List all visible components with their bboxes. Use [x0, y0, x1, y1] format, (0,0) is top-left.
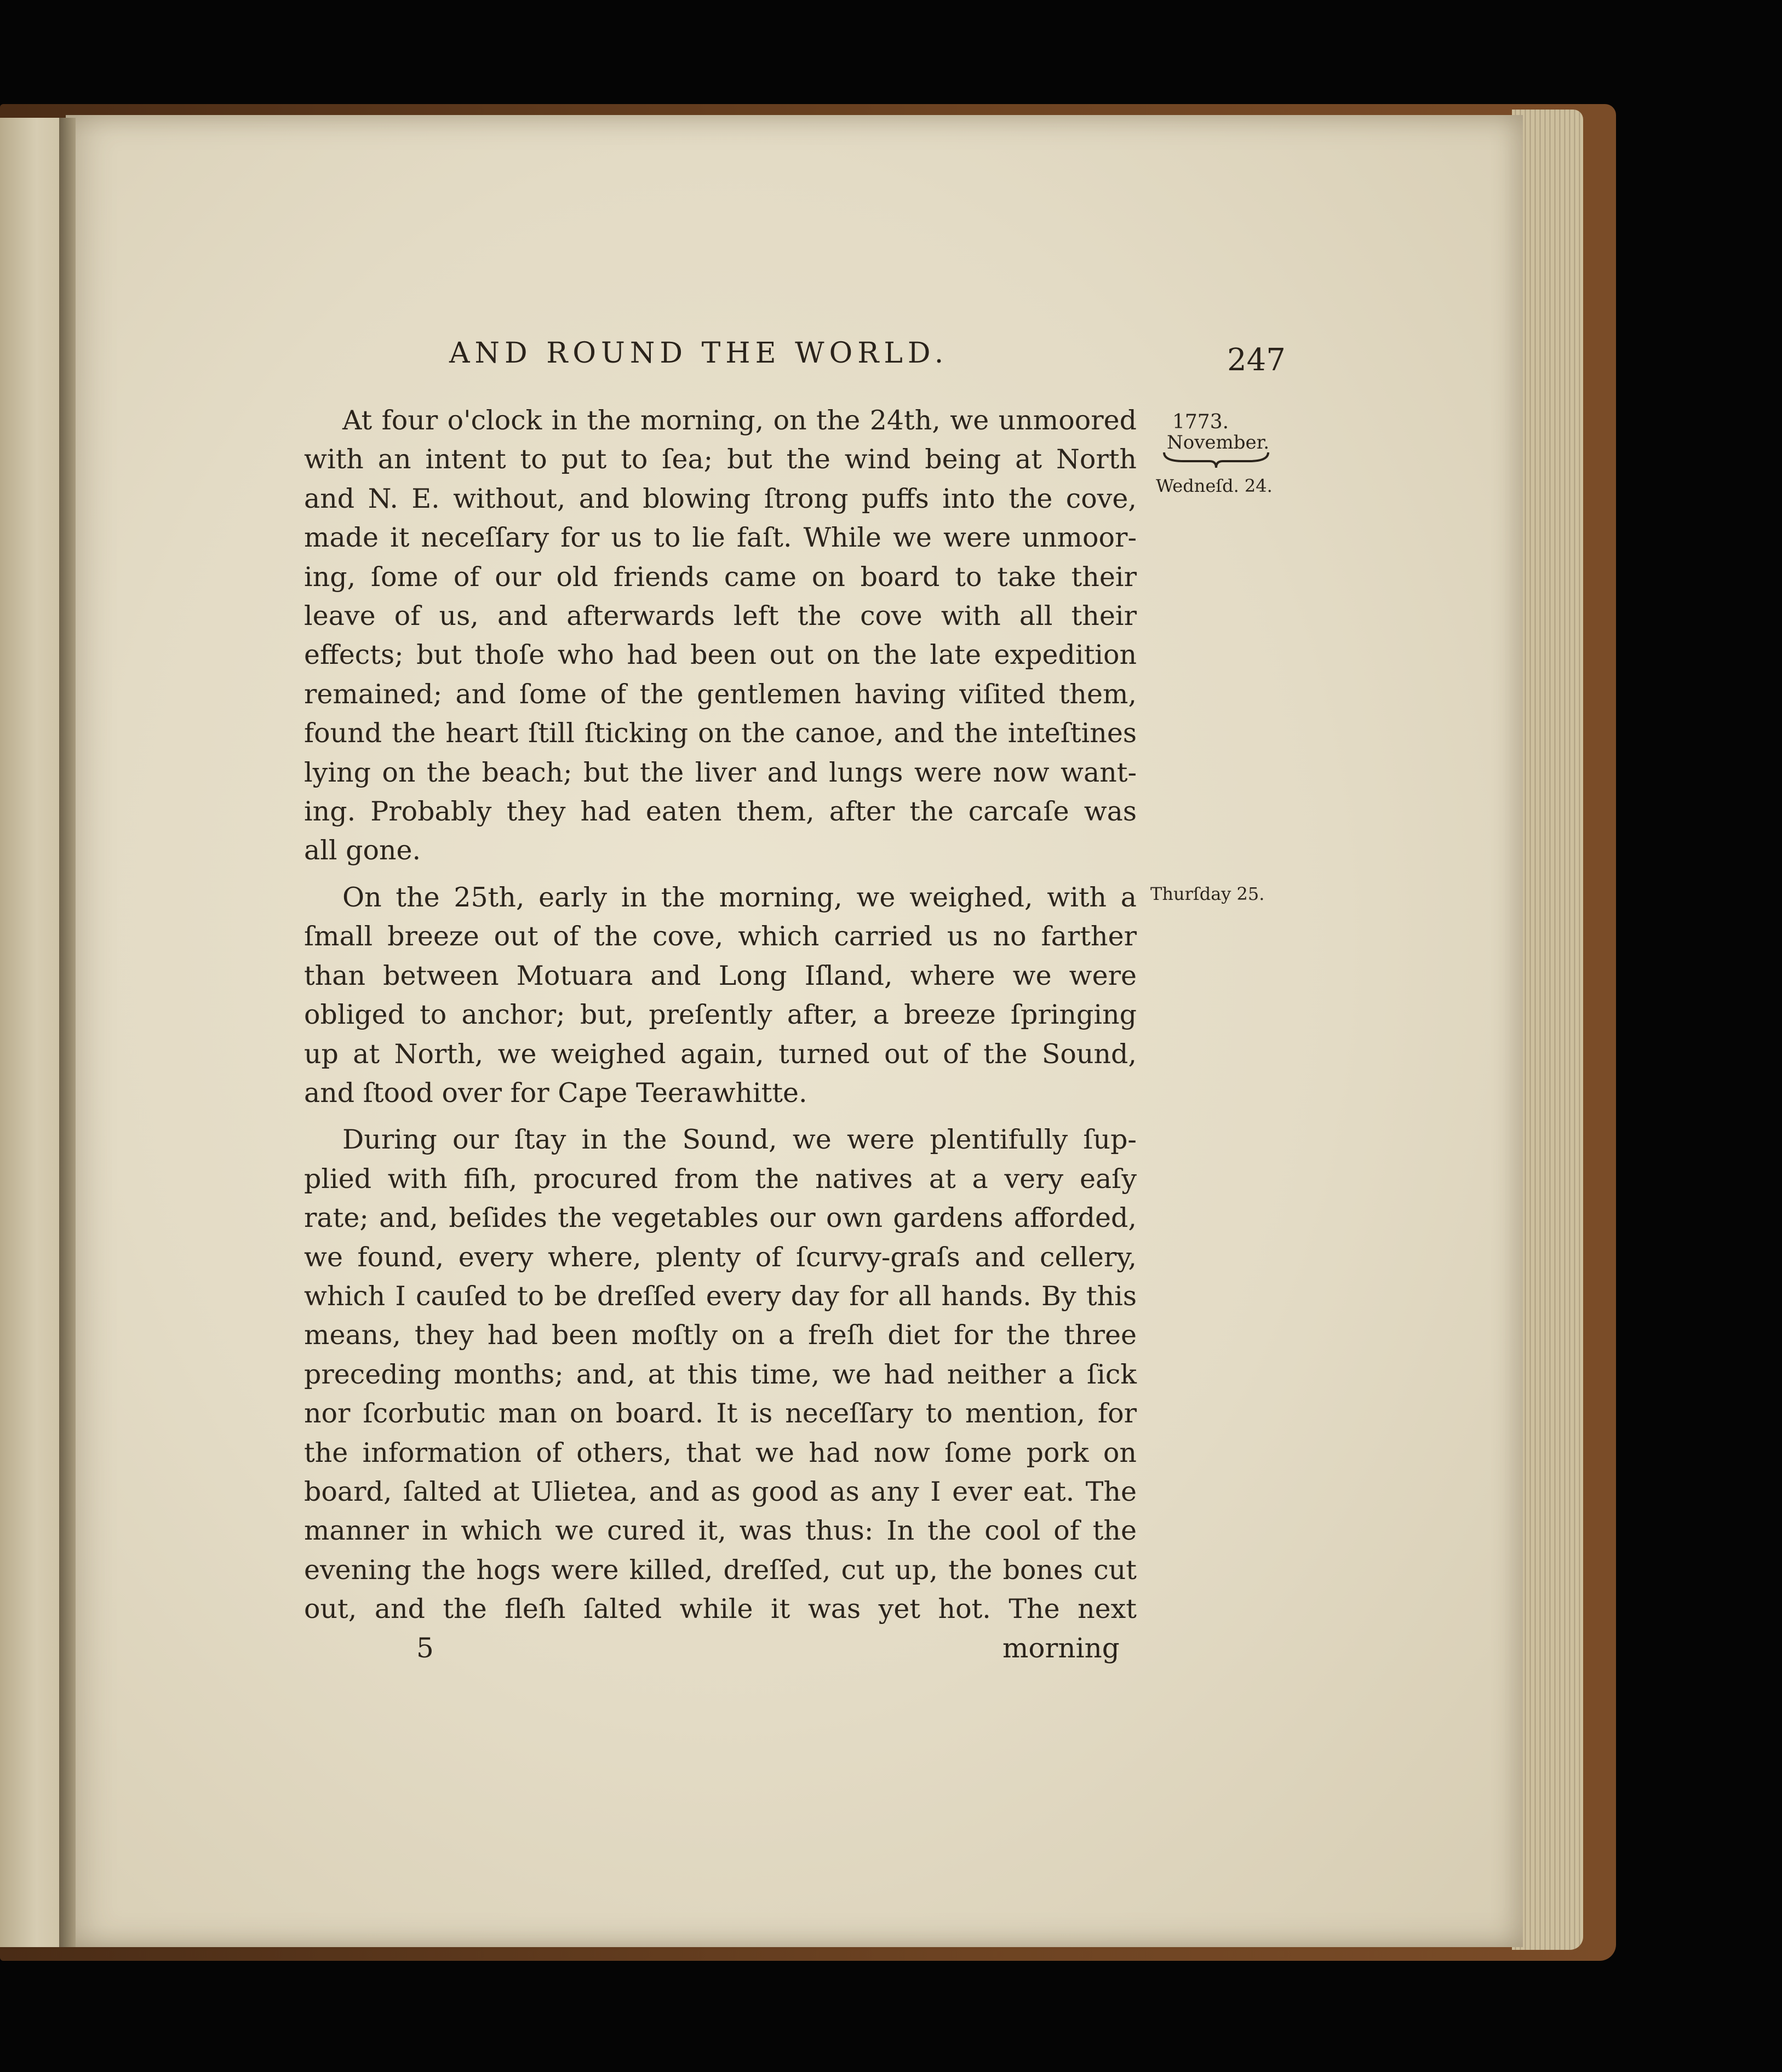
- text-line: manner in which we cured it, was thus: In the cool of the: [304, 1515, 1137, 1547]
- body-text: [304, 401, 1137, 1637]
- text-line: nor ſcorbutic man on board. It is neceſſary to mention, for: [304, 1398, 1137, 1430]
- text-line: preceding months; and, at this time, we had neither a ſick: [304, 1358, 1137, 1390]
- text-line: On the 25th, early in the morning, we weighed, with a: [342, 881, 1137, 913]
- text-line: ſmall breeze out of the cove, which carried us no farther: [304, 921, 1137, 952]
- margin-note-year: 1773.: [1172, 411, 1229, 433]
- text-line: remained; and ſome of the gentlemen having viſited them,: [304, 678, 1137, 710]
- text-line: up at North, we weighed again, turned out of the Sound,: [304, 1038, 1137, 1070]
- text-line: and N. E. without, and blowing ſtrong puffs into the cove,: [304, 483, 1137, 514]
- text-line: made it neceſſary for us to lie faſt. While we were unmoor-: [304, 522, 1137, 554]
- text-line: found the heart ſtill ſticking on the canoe, and the inteſtines: [304, 718, 1137, 749]
- gutter: [59, 118, 76, 1947]
- text-line: we found, every where, plenty of ſcurvy-graſs and cellery,: [304, 1241, 1137, 1273]
- text-line: plied with fiſh, procured from the natives at a very eaſy: [304, 1163, 1137, 1195]
- text-line: with an intent to put to ſea; but the wind being at North: [304, 444, 1137, 475]
- text-line: At four o'clock in the morning, on the 24th, we unmoored: [342, 405, 1137, 436]
- facing-page-edge: [0, 118, 62, 1947]
- margin-note-thursday: Thurſday 25.: [1150, 883, 1265, 904]
- text-line: board, ſalted at Ulietea, and as good as any I ever eat. The: [304, 1476, 1137, 1507]
- text-line: the information of others, that we had now ſome pork on: [304, 1437, 1137, 1468]
- text-line: During our ſtay in the Sound, we were plentifully ſup-: [342, 1124, 1137, 1156]
- margin-note-month: November.: [1167, 432, 1269, 454]
- text-line: lying on the beach; but the liver and lungs were now want-: [304, 756, 1137, 788]
- signature-mark: 5: [416, 1632, 434, 1664]
- text-line: effects; but thoſe who had been out on the late expedition: [304, 639, 1137, 671]
- text-line: rate; and, beſides the vegetables our own gardens afforded,: [304, 1202, 1137, 1234]
- text-line: out, and the fleſh ſalted while it was yet hot. The next: [304, 1593, 1137, 1625]
- text-line: leave of us, and afterwards left the cove with all their: [304, 600, 1137, 632]
- running-head: AND ROUND THE WORLD.: [449, 337, 949, 370]
- text-line: means, they had been moſtly on a freſh diet for the three: [304, 1319, 1137, 1351]
- paragraph-2: [304, 878, 1137, 1112]
- page-number: 247: [1227, 342, 1286, 378]
- text-line: evening the hogs were killed, dreſſed, cut up, the bones cut: [304, 1554, 1137, 1586]
- text-line: ing, ſome of our old friends came on board to take their: [304, 561, 1137, 593]
- brace-icon: [1161, 450, 1271, 470]
- catchword: morning: [1002, 1632, 1120, 1664]
- paragraph-1: [304, 401, 1137, 870]
- text-line: all gone.: [304, 835, 421, 866]
- margin-note-wednesday: Wedneſd. 24.: [1156, 475, 1273, 496]
- text-line: ing. Probably they had eaten them, after the carcaſe was: [304, 796, 1137, 828]
- paragraph-3: [304, 1120, 1137, 1628]
- text-line: obliged to anchor; but, preſently after, a breeze ſpringing: [304, 999, 1137, 1031]
- text-line: which I cauſed to be dreſſed every day for all hands. By this: [304, 1280, 1137, 1312]
- text-line: than between Motuara and Long Iſland, where we were: [304, 960, 1137, 991]
- text-line: and ſtood over for Cape Teerawhitte.: [304, 1077, 807, 1109]
